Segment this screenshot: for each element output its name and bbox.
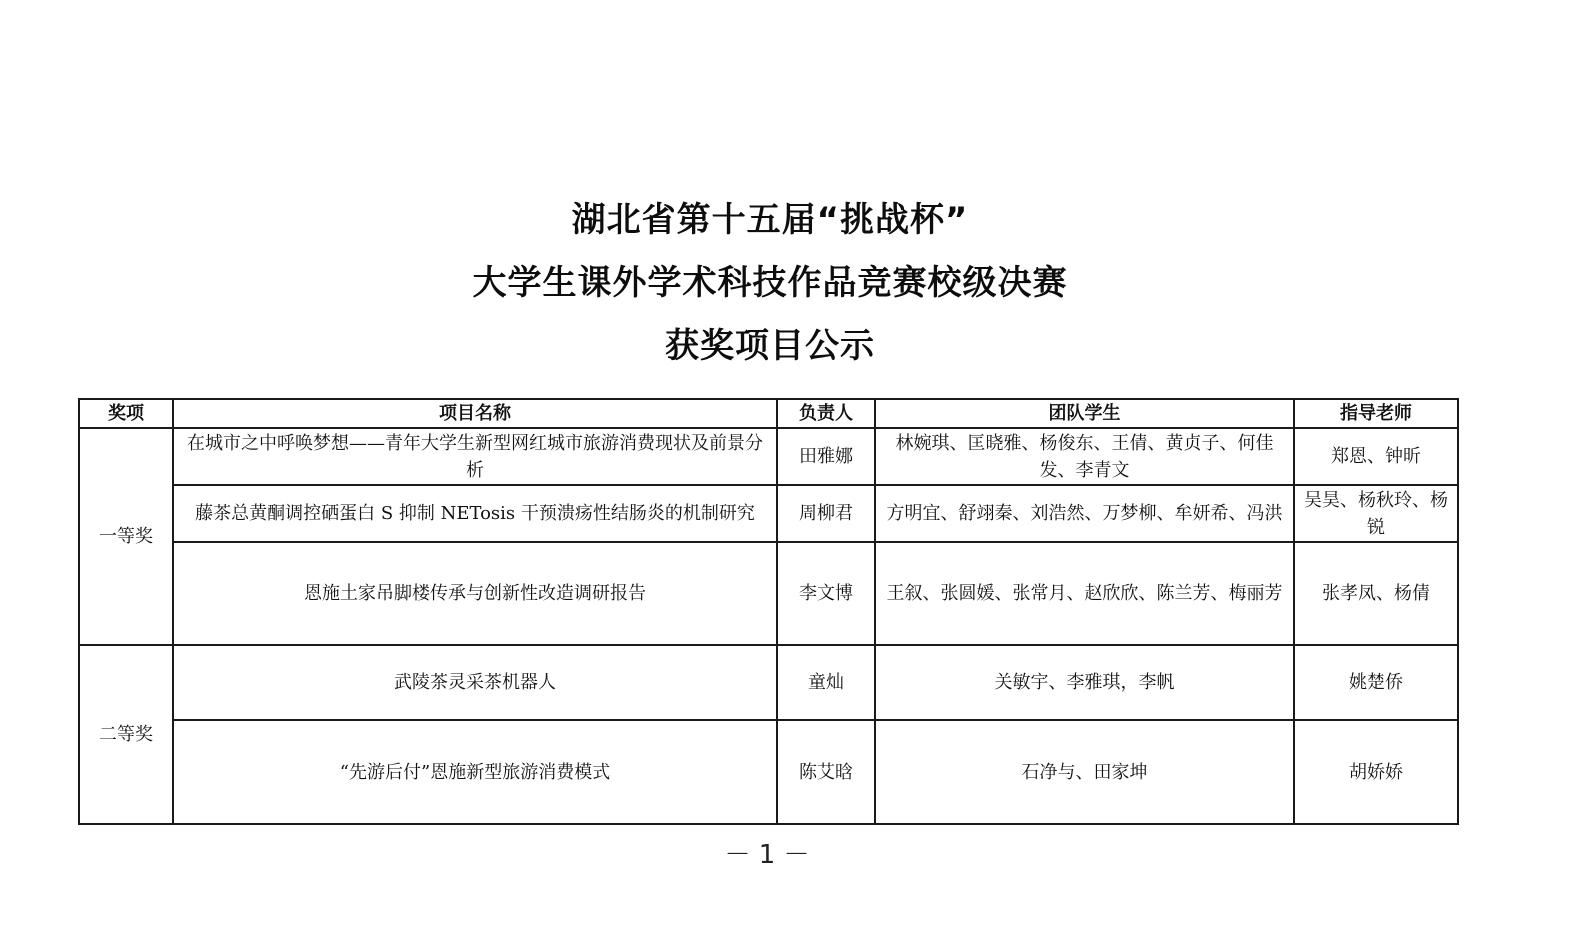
award-level-cell: 一等奖 bbox=[79, 428, 173, 645]
award-level-cell: 二等奖 bbox=[79, 645, 173, 824]
project-name-cell: 藤茶总黄酮调控硒蛋白 S 抑制 NETosis 干预溃疡性结肠炎的机制研究 bbox=[173, 485, 777, 542]
table-row bbox=[79, 485, 1458, 542]
advisor-cell: 张孝凤、杨倩 bbox=[1294, 542, 1458, 645]
team-members-cell: 方明宜、舒翊秦、刘浩然、万梦柳、牟妍希、冯洪 bbox=[875, 485, 1294, 542]
leader-cell: 李文博 bbox=[777, 542, 875, 645]
team-members-cell: 关敏宇、李雅琪，李帆 bbox=[875, 645, 1294, 720]
table-row bbox=[79, 542, 1458, 645]
awards-table bbox=[78, 398, 1459, 825]
team-members-cell: 石净与、田家坤 bbox=[875, 720, 1294, 824]
document-title-line-1: 湖北省第十五届“挑战杯” bbox=[571, 200, 969, 240]
leader-cell: 田雅娜 bbox=[777, 428, 875, 485]
column-header-team: 团队学生 bbox=[875, 399, 1294, 428]
project-name-cell: 武陵茶灵采茶机器人 bbox=[173, 645, 777, 720]
document-title-line-3: 获奖项目公示 bbox=[665, 326, 875, 366]
table-row bbox=[79, 428, 1458, 485]
column-header-project: 项目名称 bbox=[173, 399, 777, 428]
table-row bbox=[79, 645, 1458, 720]
table-row bbox=[79, 720, 1458, 824]
advisor-cell: 郑恩、钟昕 bbox=[1294, 428, 1458, 485]
project-name-cell: “先游后付”恩施新型旅游消费模式 bbox=[173, 720, 777, 824]
advisor-cell: 胡娇娇 bbox=[1294, 720, 1458, 824]
team-members-cell: 林婉琪、匡晓雅、杨俊东、王倩、黄贞子、何佳发、李青文 bbox=[875, 428, 1294, 485]
leader-cell: 陈艾晗 bbox=[777, 720, 875, 824]
project-name-cell: 恩施土家吊脚楼传承与创新性改造调研报告 bbox=[173, 542, 777, 645]
leader-cell: 童灿 bbox=[777, 645, 875, 720]
page-number: － 1 － bbox=[724, 840, 810, 870]
advisor-cell: 姚楚侨 bbox=[1294, 645, 1458, 720]
document-title-line-2: 大学生课外学术科技作品竞赛校级决赛 bbox=[472, 263, 1068, 303]
leader-cell: 周柳君 bbox=[777, 485, 875, 542]
table-header-row bbox=[79, 399, 1458, 428]
column-header-award: 奖项 bbox=[79, 399, 173, 428]
column-header-leader: 负责人 bbox=[777, 399, 875, 428]
project-name-cell: 在城市之中呼唤梦想——青年大学生新型网红城市旅游消费现状及前景分析 bbox=[173, 428, 777, 485]
column-header-advisor: 指导老师 bbox=[1294, 399, 1458, 428]
team-members-cell: 王叙、张圆媛、张常月、赵欣欣、陈兰芳、梅丽芳 bbox=[875, 542, 1294, 645]
advisor-cell: 吴昊、杨秋玲、杨锐 bbox=[1294, 485, 1458, 542]
